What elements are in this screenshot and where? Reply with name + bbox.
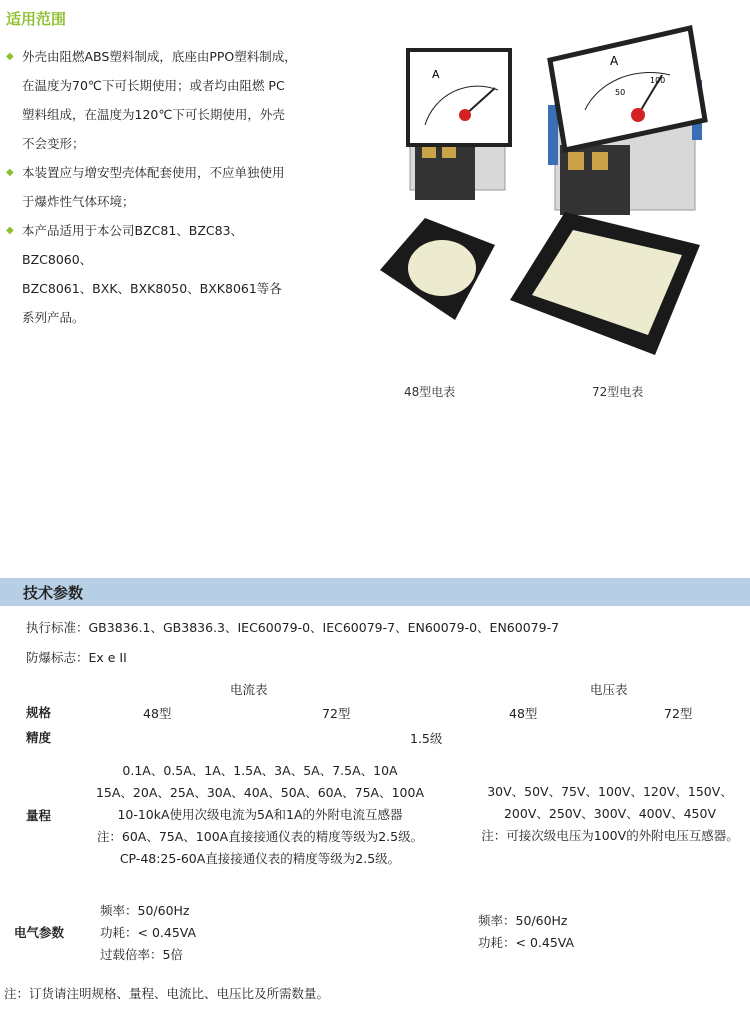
- precision-value: 1.5级: [410, 731, 443, 746]
- spec-value: 48型: [143, 706, 172, 721]
- ammeter-header: 电流表: [230, 682, 268, 697]
- meter-photos: [370, 20, 750, 360]
- voltage-range: 30V、50V、75V、100V、120V、150V、 200V、250V、300V、400V、450V 注：可接次级电压为100V的外附电压互感器。: [481, 784, 739, 843]
- meter-72-scale-label: A: [610, 54, 619, 68]
- meter-72-caption: 72型电表: [592, 385, 644, 399]
- meter-48-image: [408, 50, 510, 200]
- diamond-bullet-icon: ◆: [6, 167, 14, 178]
- meter-48-caption: 48型电表: [404, 385, 456, 399]
- spec-value: 72型: [322, 706, 351, 721]
- current-range: 0.1A、0.5A、1A、1.5A、3A、5A、7.5A、10A 15A、20A、25A、30A、40A、50A、60A、75A、100A 10-10kA使用次级电流为5A和1A的外附电流互感器 注：60A、75A、100A直接接通仪表的精度等级为2.5级。 CP-48:25-60A直接接通仪表的精度等级为2.5级。: [95, 763, 425, 866]
- diamond-bullet-icon: ◆: [6, 51, 14, 62]
- current-elec-params: 频率：50/60Hz 功耗：< 0.45VA 过载倍率：5倍: [100, 903, 197, 962]
- standard-line: 执行标准：GB3836.1、GB3836.3、IEC60079-0、IEC60079-7、EN60079-0、EN60079-7: [26, 620, 560, 635]
- spec-value: 48型: [509, 706, 538, 721]
- range-label: 量程: [26, 808, 52, 823]
- meter-72-tick-label: 100: [650, 76, 666, 85]
- voltage-elec-params: 频率：50/60Hz 功耗：< 0.45VA: [478, 913, 575, 950]
- spec-label: 规格: [26, 705, 52, 720]
- tech-section-title: 技术参数: [23, 584, 84, 602]
- precision-label: 精度: [26, 730, 52, 745]
- bezel-48-image: [380, 218, 495, 320]
- bezel-72-image: [510, 212, 700, 355]
- elec-label: 电气参数: [14, 925, 65, 940]
- list-item: ◆ 外壳由阻燃ABS塑料制成，底座由PPO塑料制成， 在温度为70℃下可长期使用；或者均由阻燃 PC 塑料组成，在温度为120℃下可长期使用，外壳 不会变形；: [6, 42, 306, 158]
- tech-section-header: [0, 578, 750, 606]
- section-title: 适用范围: [6, 10, 67, 28]
- explosion-mark-line: 防爆标志：Ex e II: [26, 650, 127, 665]
- list-item: ◆ 本产品适用于本公司BZC81、BZC83、BZC8060、 BZC8061、BXK、BXK8050、BXK8061等各 系列产品。: [6, 216, 306, 332]
- order-note: 注：订货请注明规格、量程、电流比、电压比及所需数量。: [4, 986, 330, 1001]
- spec-value: 72型: [664, 706, 693, 721]
- list-item: ◆ 本装置应与增安型壳体配套使用，不应单独使用 于爆炸性气体环境；: [6, 158, 306, 216]
- meter-72-image: [548, 28, 705, 215]
- meter-48-scale-label: A: [432, 68, 440, 81]
- meter-72-tick-label: 50: [615, 88, 626, 97]
- scope-list: [6, 42, 306, 332]
- diamond-bullet-icon: ◆: [6, 225, 14, 236]
- voltmeter-header: 电压表: [590, 682, 628, 697]
